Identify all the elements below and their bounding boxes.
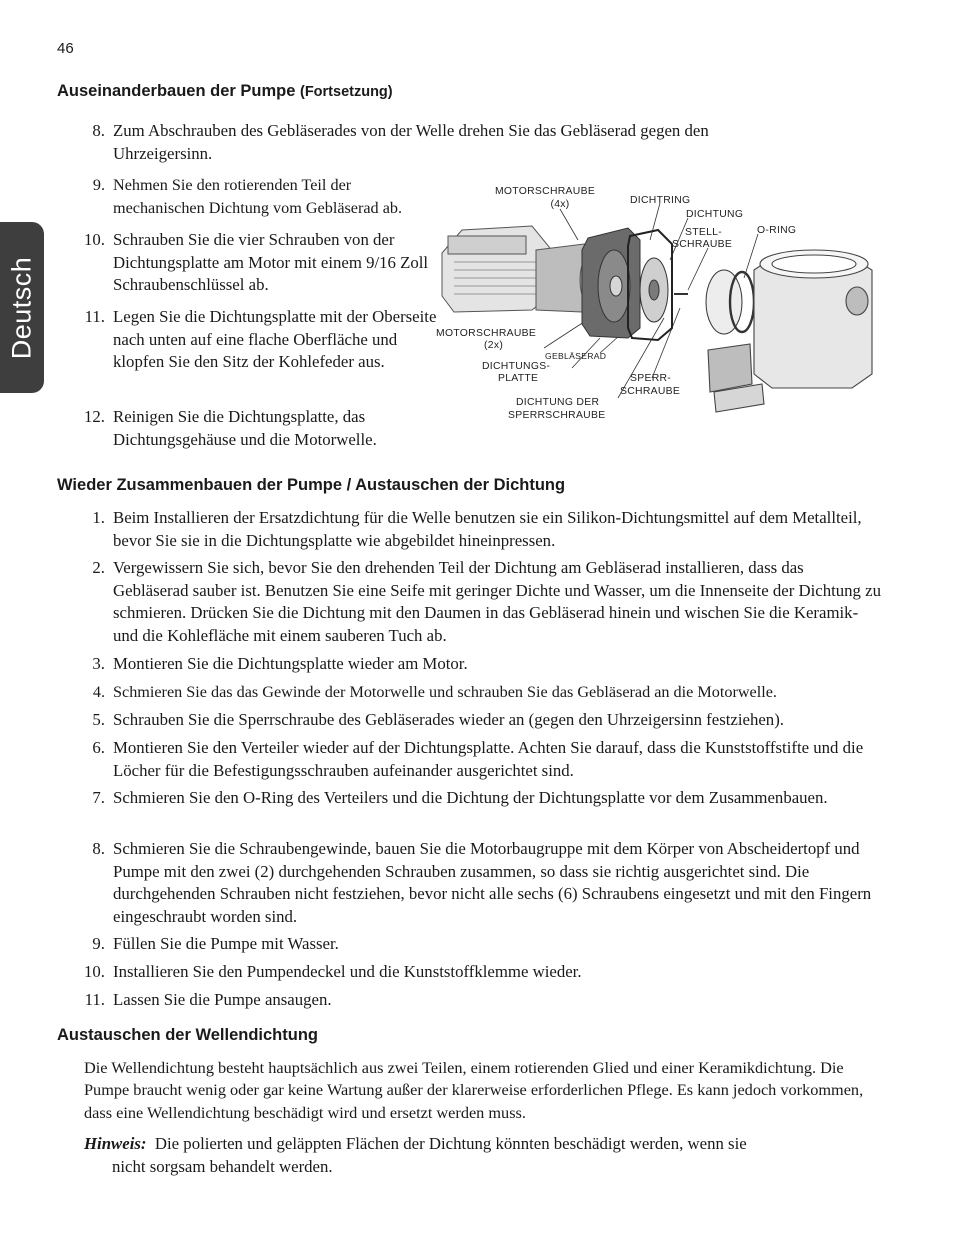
page-number: 46 (57, 40, 74, 57)
label-motorschraube-2x-count: (2x) (484, 340, 504, 351)
language-tab-label: Deutsch (6, 256, 37, 359)
section-title-text: Auseinanderbauen der Pumpe (57, 82, 296, 100)
motor-illustration (442, 226, 604, 312)
diffuser-illustration (706, 270, 754, 334)
pump-exploded-diagram (432, 178, 902, 428)
hint-text-line2: nicht sorgsam behandelt werden. (112, 1156, 333, 1176)
seal-plate-illustration (582, 228, 640, 338)
label-stellschraube-2: SCHRAUBE (672, 239, 733, 250)
shaft-seal-paragraph: Die Wellendichtung besteht hauptsächlich aus zwei Teilen, einem rotierenden Glied und einer Keramikdichtung. Die Pumpe braucht wenig oder gar keine Wartung außer der klarerweise erforderlichen Pflege. Es kann jedoch vorkommen, dass eine Wellendichtung beschädigt wird und ersetzt werden muss. (84, 1058, 864, 1122)
hint-text-line1: Die polierten und geläppten Flächen der Dichtung könnten beschädigt werden, wenn sie (154, 1134, 747, 1153)
label-motorschraube-4x: MOTORSCHRAUBE (494, 186, 596, 197)
label-sperrschraube-2: SCHRAUBE (620, 386, 681, 397)
impeller-illustration (640, 258, 668, 322)
label-dichtungsplatte: DICHTUNGS- (482, 361, 551, 372)
section-title-disassembly (57, 82, 393, 101)
label-o-ring: O-RING (757, 225, 797, 236)
hint-label: Hinweis: (84, 1134, 147, 1153)
label-motorschraube-2x: MOTORSCHRAUBE (436, 328, 537, 339)
section-title-reassembly: Wieder Zusammenbauen der Pumpe / Austauschen der Dichtung (57, 476, 566, 494)
section-title-shaft-seal: Austauschen der Wellendichtung (57, 1026, 318, 1044)
language-tab (0, 222, 44, 393)
label-dichtung: DICHTUNG (686, 209, 744, 220)
label-dichtungsplatte-2: PLATTE (498, 373, 539, 384)
label-dichtring: DICHTRING (630, 195, 691, 206)
label-dichtung-der-sperrschraube: DICHTUNG DER (516, 397, 600, 408)
label-motorschraube-4x-count: (4x) (550, 199, 570, 210)
label-geblaeserad: GEBLÄSERAD (545, 351, 607, 361)
label-stellschraube: STELL- (685, 227, 723, 238)
section-title-suffix: (Fortsetzung) (299, 84, 393, 100)
hint-note (84, 1133, 874, 1178)
label-sperrschraube: SPERR- (630, 373, 672, 384)
label-dichtung-der-sperrschraube-2: SPERRSCHRAUBE (508, 410, 606, 421)
